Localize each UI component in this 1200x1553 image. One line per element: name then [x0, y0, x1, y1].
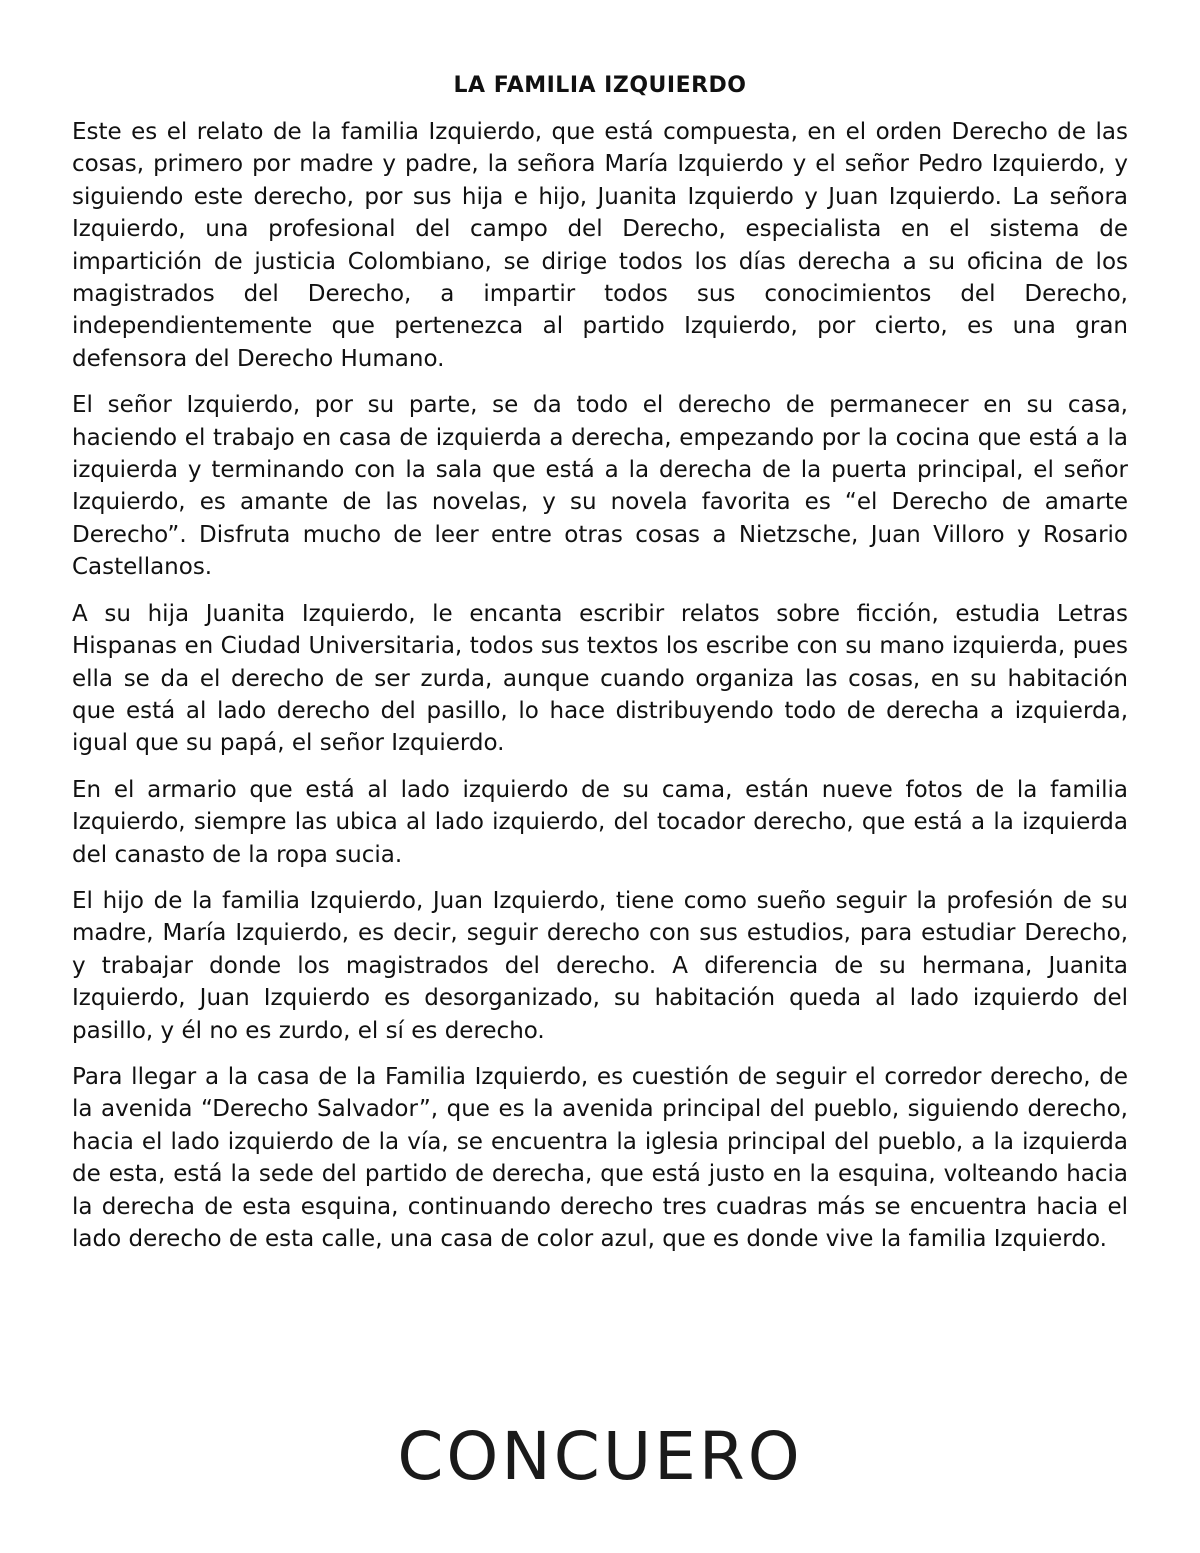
document-page: [72, 72, 1128, 1269]
paragraph-1: Este es el relato de la familia Izquierdo, que está compuesta, en el orden Derecho de las cosas, primero por madre y padre, la señora María Izquierdo y el señor Pedro Izquierdo, y siguiendo este derecho, por sus hija e hijo, Juanita Izquierdo y Juan Izquierdo. La señora Izquierdo, una profesional del campo del Derecho, especialista en el sistema de impartición de justicia Colombiano, se dirige todos los días derecha a su oficina de los magistrados del Derecho, a impartir todos sus conocimientos del Derecho, independientemente que pertenezca al partido Izquierdo, por cierto, es una gran defensora del Derecho Humano.: [72, 119, 1128, 372]
concuero-logo: CONCUERO: [397, 1418, 803, 1495]
paragraph-6: Para llegar a la casa de la Familia Izquierdo, es cuestión de seguir el corredor derecho, de la avenida “Derecho Salvador”, que es la avenida principal del pueblo, siguiendo derecho, hacia el lado izquierdo de la vía, se encuentra la iglesia principal del pueblo, a la izquierda de esta, está la sede del partido de derecha, que está justo en la esquina, volteando hacia la derecha de esta esquina, continuando derecho tres cuadras más se encuentra hacia el lado derecho de esta calle, una casa de color azul, que es donde vive la familia Izquierdo.: [72, 1063, 1128, 1252]
paragraph-3: A su hija Juanita Izquierdo, le encanta escribir relatos sobre ficción, estudia Letras Hispanas en Ciudad Universitaria, todos sus textos los escribe con su mano izquierda, pues ella se da el derecho de ser zurda, aunque cuando organiza las cosas, en su habitación que está al lado derecho del pasillo, lo hace distribuyendo todo de derecha a izquierda, igual que su papá, el señor Izquierdo.: [72, 600, 1128, 757]
document-title: LA FAMILIA IZQUIERDO: [453, 73, 747, 98]
paragraph-4: En el armario que está al lado izquierdo de su cama, están nueve fotos de la familia Izquierdo, siempre las ubica al lado izquierdo, del tocador derecho, que está a la izquierda del canasto de la ropa sucia.: [72, 776, 1128, 868]
paragraph-2: El señor Izquierdo, por su parte, se da todo el derecho de permanecer en su casa, haciendo el trabajo en casa de izquierda a derecha, empezando por la cocina que está a la izquierda y terminando con la sala que está a la derecha de la puerta principal, el señor Izquierdo, es amante de las novelas, y su novela favorita es “el Derecho de amarte Derecho”. Disfruta mucho de leer entre otras cosas a Nietzsche, Juan Villoro y Rosario Castellanos.: [72, 392, 1128, 581]
paragraph-5: El hijo de la familia Izquierdo, Juan Izquierdo, tiene como sueño seguir la profesión de su madre, María Izquierdo, es decir, seguir derecho con sus estudios, para estudiar Derecho, y trabajar donde los magistrados del derecho. A diferencia de su hermana, Juanita Izquierdo, Juan Izquierdo es desorganizado, su habitación queda al lado izquierdo del pasillo, y él no es zurdo, el sí es derecho.: [72, 887, 1128, 1044]
